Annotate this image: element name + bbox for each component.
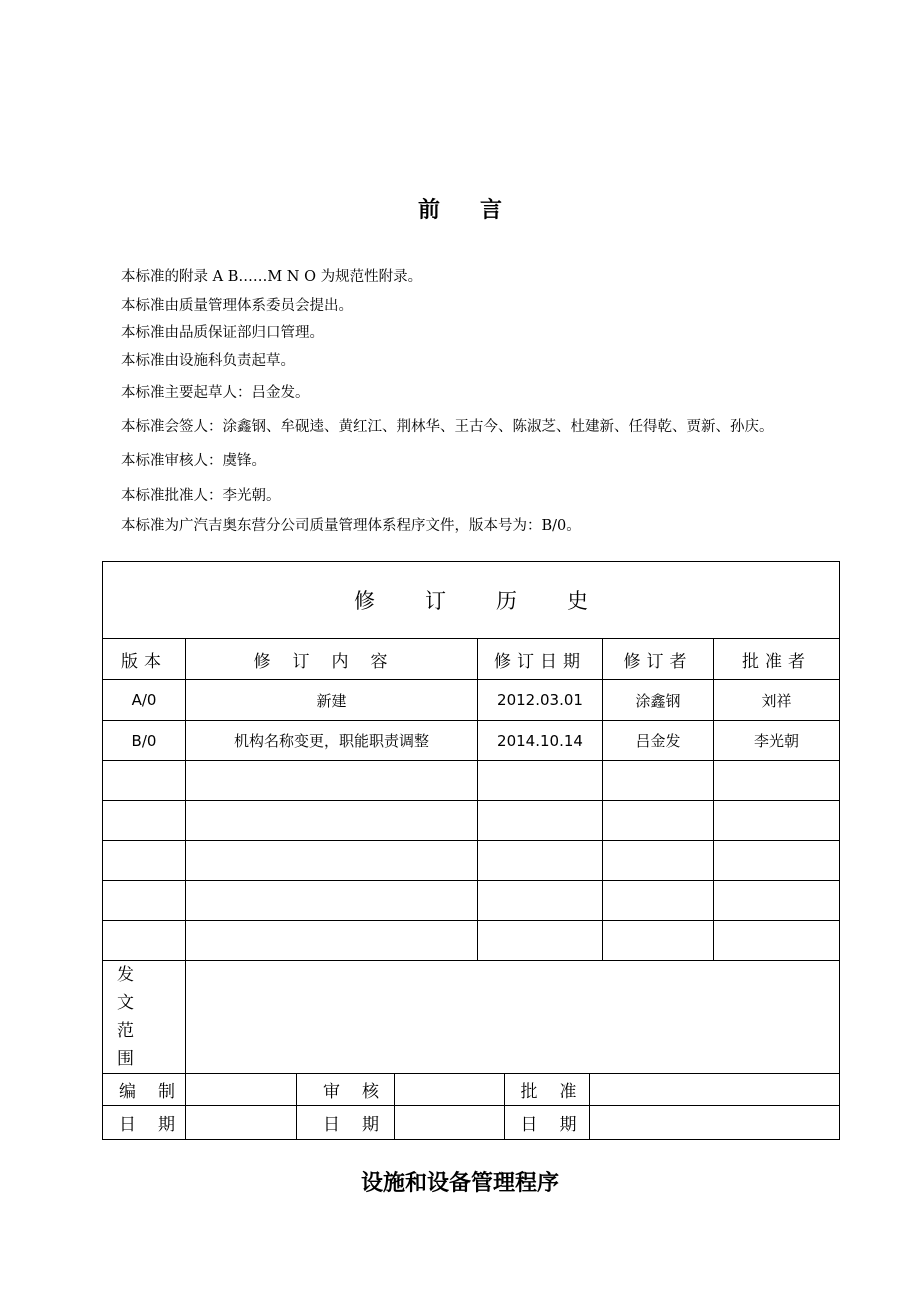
reviewed-value <box>394 1074 504 1105</box>
distribution-value <box>186 961 840 1074</box>
preface-line-version: 本标准为广汽吉奥东营分公司质量管理体系程序文件，版本号为：B/0。 <box>121 518 581 534</box>
row-version: B/0 <box>103 721 186 761</box>
row-version: A/0 <box>103 680 186 721</box>
approved-date-label: 日期 <box>504 1106 589 1139</box>
row-content: 机构名称变更，职能职责调整 <box>186 721 478 761</box>
approved-date-value <box>589 1106 839 1139</box>
approved-label: 批准 <box>504 1074 589 1105</box>
header-reviser: 修订者 <box>603 639 714 680</box>
revision-history-table <box>102 561 840 1140</box>
table-row <box>103 721 840 761</box>
reviewed-date-value <box>394 1106 504 1139</box>
preface-line-management: 本标准由品质保证部归口管理。 <box>121 325 324 341</box>
preface-line-proposer: 本标准由质量管理体系委员会提出。 <box>121 298 353 314</box>
table-row <box>103 680 840 721</box>
revision-history-title: 修订历史 <box>103 562 840 639</box>
document-title: 设施和设备管理程序 <box>360 1171 559 1196</box>
table-row-empty <box>103 761 840 801</box>
prepared-date-label: 日期 <box>103 1106 186 1140</box>
preface-line-reviewer: 本标准审核人：虞锋。 <box>121 453 266 469</box>
preface-line-countersigners: 本标准会签人：涂鑫钢、牟砚逵、黄红江、荆林华、王古今、陈淑芝、杜建新、任得乾、贾新、孙庆。 <box>121 419 774 435</box>
prepared-label: 编制 <box>103 1074 186 1106</box>
preface-line-approver: 本标准批准人：李光朝。 <box>121 488 281 504</box>
preface-title: 前言 <box>417 198 542 223</box>
distribution-label: 发文范围 <box>103 961 186 1074</box>
table-row-empty <box>103 801 840 841</box>
preface-line-main-drafter: 本标准主要起草人：吕金发。 <box>121 385 310 401</box>
table-row-empty <box>103 921 840 961</box>
header-revision-date: 修订日期 <box>478 639 603 680</box>
reviewed-date-label: 日期 <box>297 1106 394 1139</box>
approved-value <box>589 1074 839 1105</box>
row-reviser: 涂鑫钢 <box>603 680 714 721</box>
reviewed-label: 审核 <box>297 1074 394 1105</box>
row-approver: 李光朝 <box>714 721 840 761</box>
row-approver: 刘祥 <box>714 680 840 721</box>
preface-line-appendix: 本标准的附录 A B……M N O 为规范性附录。 <box>121 269 423 285</box>
header-revision-content: 修订内容 <box>186 639 478 680</box>
prepared-value <box>186 1074 297 1106</box>
row-reviser: 吕金发 <box>603 721 714 761</box>
header-approver: 批准者 <box>714 639 840 680</box>
table-row-empty <box>103 841 840 881</box>
preface-line-drafter-dept: 本标准由设施科负责起草。 <box>121 353 295 369</box>
table-row-empty <box>103 881 840 921</box>
row-date: 2012.03.01 <box>478 680 603 721</box>
row-date: 2014.10.14 <box>478 721 603 761</box>
row-content: 新建 <box>186 680 478 721</box>
prepared-date-value <box>186 1106 297 1140</box>
header-version: 版本 <box>103 639 186 680</box>
